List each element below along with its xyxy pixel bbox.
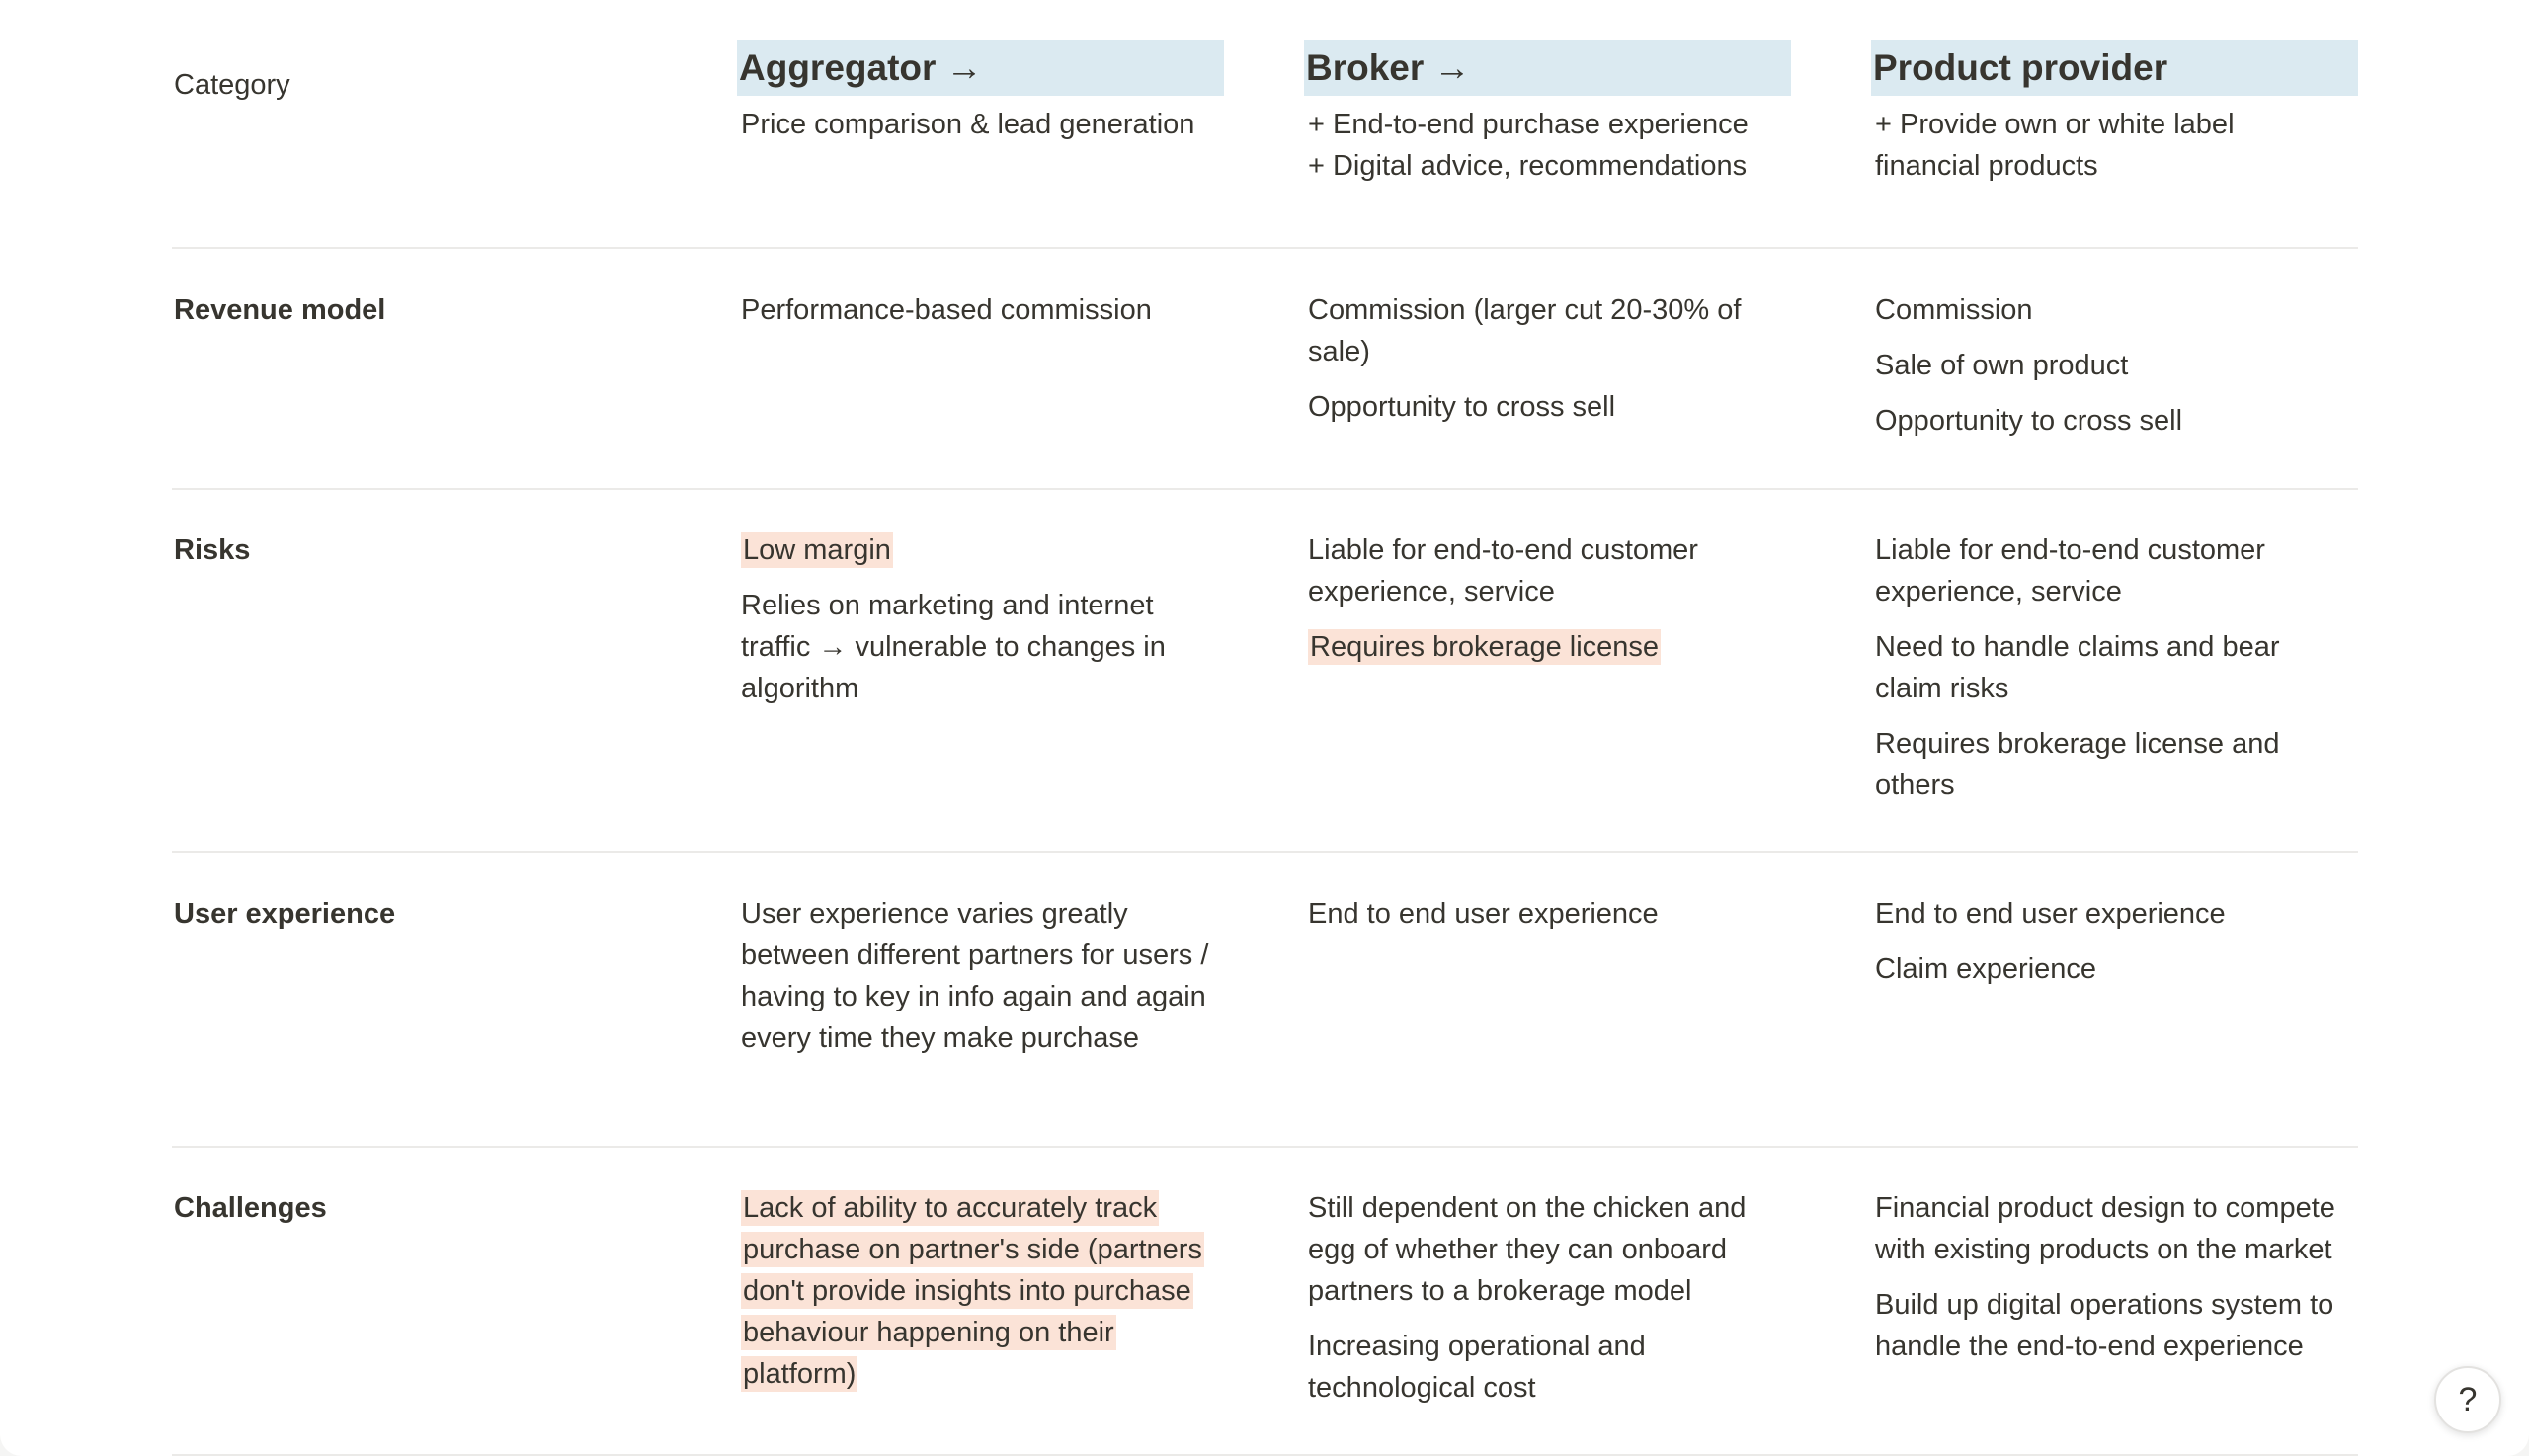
aggregator-header-cell	[739, 40, 1306, 247]
provider-title: Product provider	[1871, 40, 2358, 96]
row-label-challenges: Challenges	[174, 1192, 327, 1224]
cell-text: Build up digital operations system to handle the end-to-end experience	[1875, 1289, 2334, 1362]
cell-text: Need to handle claims and bear claim risks	[1875, 631, 2280, 704]
comparison-table	[172, 40, 2358, 1456]
revenue-provider-cell	[1873, 289, 2358, 488]
cell-text: Commission	[1875, 294, 2033, 326]
challenges-provider-cell	[1873, 1187, 2358, 1454]
challenges-aggregator-cell	[739, 1187, 1306, 1454]
broker-desc-2: + Digital advice, recommendations	[1308, 150, 1748, 182]
revenue-broker-cell	[1306, 289, 1873, 488]
cell-text: Still dependent on the chicken and egg of whether they can onboard partners to a brokerage model	[1308, 1192, 1747, 1307]
cell-text: Claim experience	[1875, 953, 2097, 985]
provider-header-cell	[1873, 40, 2358, 247]
aggregator-desc: Price comparison & lead generation	[741, 109, 1195, 140]
cell-paragraph	[1308, 626, 1869, 668]
cell-text: Sale of own product	[1875, 350, 2129, 381]
cell-text: User experience varies greatly between different partners for users / having to key in info again and again every time they make purchase	[741, 898, 1209, 1054]
table-row-user-experience	[172, 853, 2358, 1148]
cell-paragraph	[741, 529, 1302, 571]
aggregator-title: Aggregator →	[737, 40, 1224, 96]
question-mark-icon: ?	[2458, 1380, 2478, 1418]
highlighted-text: Lack of ability to accurately track purchase on partner's side (partners don't provide insights into purchase behaviour happening on their platform)	[743, 1192, 1202, 1390]
highlighted-text: Low margin	[743, 534, 891, 566]
cell-text: Performance-based commission	[741, 294, 1152, 326]
cell-text: End to end user experience	[1308, 898, 1659, 930]
risks-broker-cell	[1306, 529, 1873, 851]
row-label-risks: Risks	[174, 534, 251, 566]
cell-text: Increasing operational and technological cost	[1308, 1331, 1646, 1404]
ux-broker-cell	[1306, 893, 1873, 1146]
category-cell	[172, 40, 739, 247]
table-row-challenges	[172, 1148, 2358, 1456]
broker-desc-1: + End-to-end purchase experience	[1308, 109, 1749, 140]
risks-provider-cell	[1873, 529, 2358, 851]
row-label-revenue-model: Revenue model	[174, 294, 386, 326]
cell-text: Opportunity to cross sell	[1875, 405, 2183, 437]
cell-text: Financial product design to compete with existing products on the market	[1875, 1192, 2335, 1265]
table-row-header	[172, 40, 2358, 249]
cell-text: Requires brokerage license and others	[1875, 728, 2280, 801]
risks-aggregator-cell	[739, 529, 1306, 851]
cell-text: Opportunity to cross sell	[1308, 391, 1616, 423]
cell-text: End to end user experience	[1875, 898, 2226, 930]
ux-aggregator-cell	[739, 893, 1306, 1146]
table-row-risks	[172, 490, 2358, 853]
broker-header-cell	[1306, 40, 1873, 247]
cell-paragraph	[741, 1187, 1235, 1395]
ux-provider-cell	[1873, 893, 2358, 1146]
cell-text: Liable for end-to-end customer experience, service	[1308, 534, 1698, 607]
revenue-aggregator-cell	[739, 289, 1306, 488]
broker-title: Broker →	[1304, 40, 1791, 96]
cell-text: Liable for end-to-end customer experience, service	[1875, 534, 2265, 607]
cell-text: Commission (larger cut 20-30% of sale)	[1308, 294, 1742, 367]
help-button[interactable]	[2434, 1366, 2501, 1433]
category-label: Category	[174, 69, 290, 101]
cell-text: Relies on marketing and internet traffic → vulnerable to changes in algorithm	[741, 590, 1166, 704]
row-label-user-experience: User experience	[174, 898, 396, 930]
challenges-broker-cell	[1306, 1187, 1873, 1454]
table-row-revenue-model	[172, 249, 2358, 490]
highlighted-text: Requires brokerage license	[1310, 631, 1660, 663]
provider-desc: + Provide own or white label financial products	[1875, 109, 2235, 182]
